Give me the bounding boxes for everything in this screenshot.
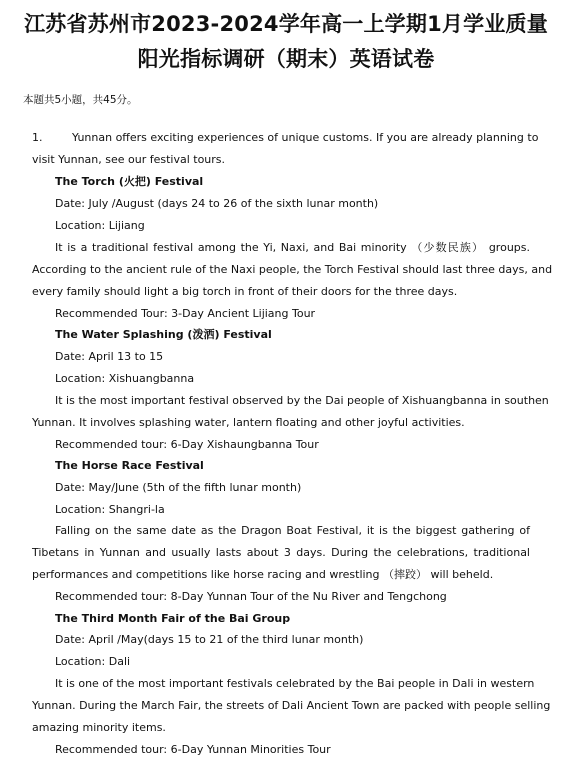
festival-desc-line: According to the ancient rule of the Naxi people, the Torch Festival should last three days, and: [32, 263, 553, 276]
recommended-tour: Recommended tour: 6-Day Xishaungbanna Tour: [55, 438, 319, 451]
festival-desc-line: It is one of the most important festivals celebrated by the Bai people in Dali in western: [55, 677, 535, 690]
page-title: 江苏省苏州市2023-2024学年高一上学期1月学业质量: [24, 12, 548, 36]
question-number: 1.: [32, 131, 43, 144]
festival-date: Date: July /August (days 24 to 26 of the sixth lunar month): [55, 197, 379, 210]
festival-desc-line: It is the most important festival observed by the Dai people of Xishuangbanna in southen: [55, 394, 549, 407]
section-intro: 本题共5小题，共45分。: [23, 94, 138, 106]
festival-desc-line: It is a traditional festival among the Yi, Naxi, and Bai minority （少数民族） groups.: [55, 241, 530, 254]
festival-date: Date: April /May(days 15 to 21 of the third lunar month): [55, 633, 364, 646]
festival-desc-line: every family should light a big torch in front of their doors for the three days.: [32, 285, 458, 298]
festival-desc-line: Yunnan. During the March Fair, the streets of Dali Ancient Town are packed with people selling: [32, 699, 551, 712]
festival-location: Location: Lijiang: [55, 219, 145, 232]
festival-name: The Torch (火把) Festival: [55, 175, 204, 188]
recommended-tour: Recommended tour: 8-Day Yunnan Tour of the Nu River and Tengchong: [55, 590, 447, 603]
festival-name: The Third Month Fair of the Bai Group: [55, 612, 291, 625]
festival-desc-line: Yunnan. It involves splashing water, lantern floating and other joyful activities.: [32, 416, 465, 429]
festival-desc-line: performances and competitions like horse racing and wrestling （摔跤） will beheld.: [32, 568, 494, 581]
page-subtitle: 阳光指标调研（期末）英语试卷: [137, 47, 435, 71]
festival-location: Location: Shangri-la: [55, 503, 165, 516]
festival-location: Location: Dali: [55, 655, 131, 668]
festival-location: Location: Xishuangbanna: [55, 372, 195, 385]
question-intro-line: Yunnan offers exciting experiences of unique customs. If you are already planning to: [72, 131, 539, 144]
festival-desc-line: Tibetans in Yunnan and usually lasts about 3 days. During the celebrations, traditional: [32, 546, 530, 559]
recommended-tour: Recommended tour: 6-Day Yunnan Minorities Tour: [55, 743, 331, 756]
festival-date: Date: May/June (5th of the fifth lunar month): [55, 481, 302, 494]
festival-name: The Horse Race Festival: [55, 459, 204, 472]
festival-desc-line: amazing minority items.: [32, 721, 166, 734]
festival-name: The Water Splashing (泼洒) Festival: [55, 328, 272, 341]
question-intro-line: visit Yunnan, see our festival tours.: [32, 153, 226, 166]
festival-date: Date: April 13 to 15: [55, 350, 164, 363]
recommended-tour: Recommended Tour: 3-Day Ancient Lijiang Tour: [55, 307, 316, 320]
festival-desc-line: Falling on the same date as the Dragon Boat Festival, it is the biggest gathering of: [55, 524, 530, 537]
